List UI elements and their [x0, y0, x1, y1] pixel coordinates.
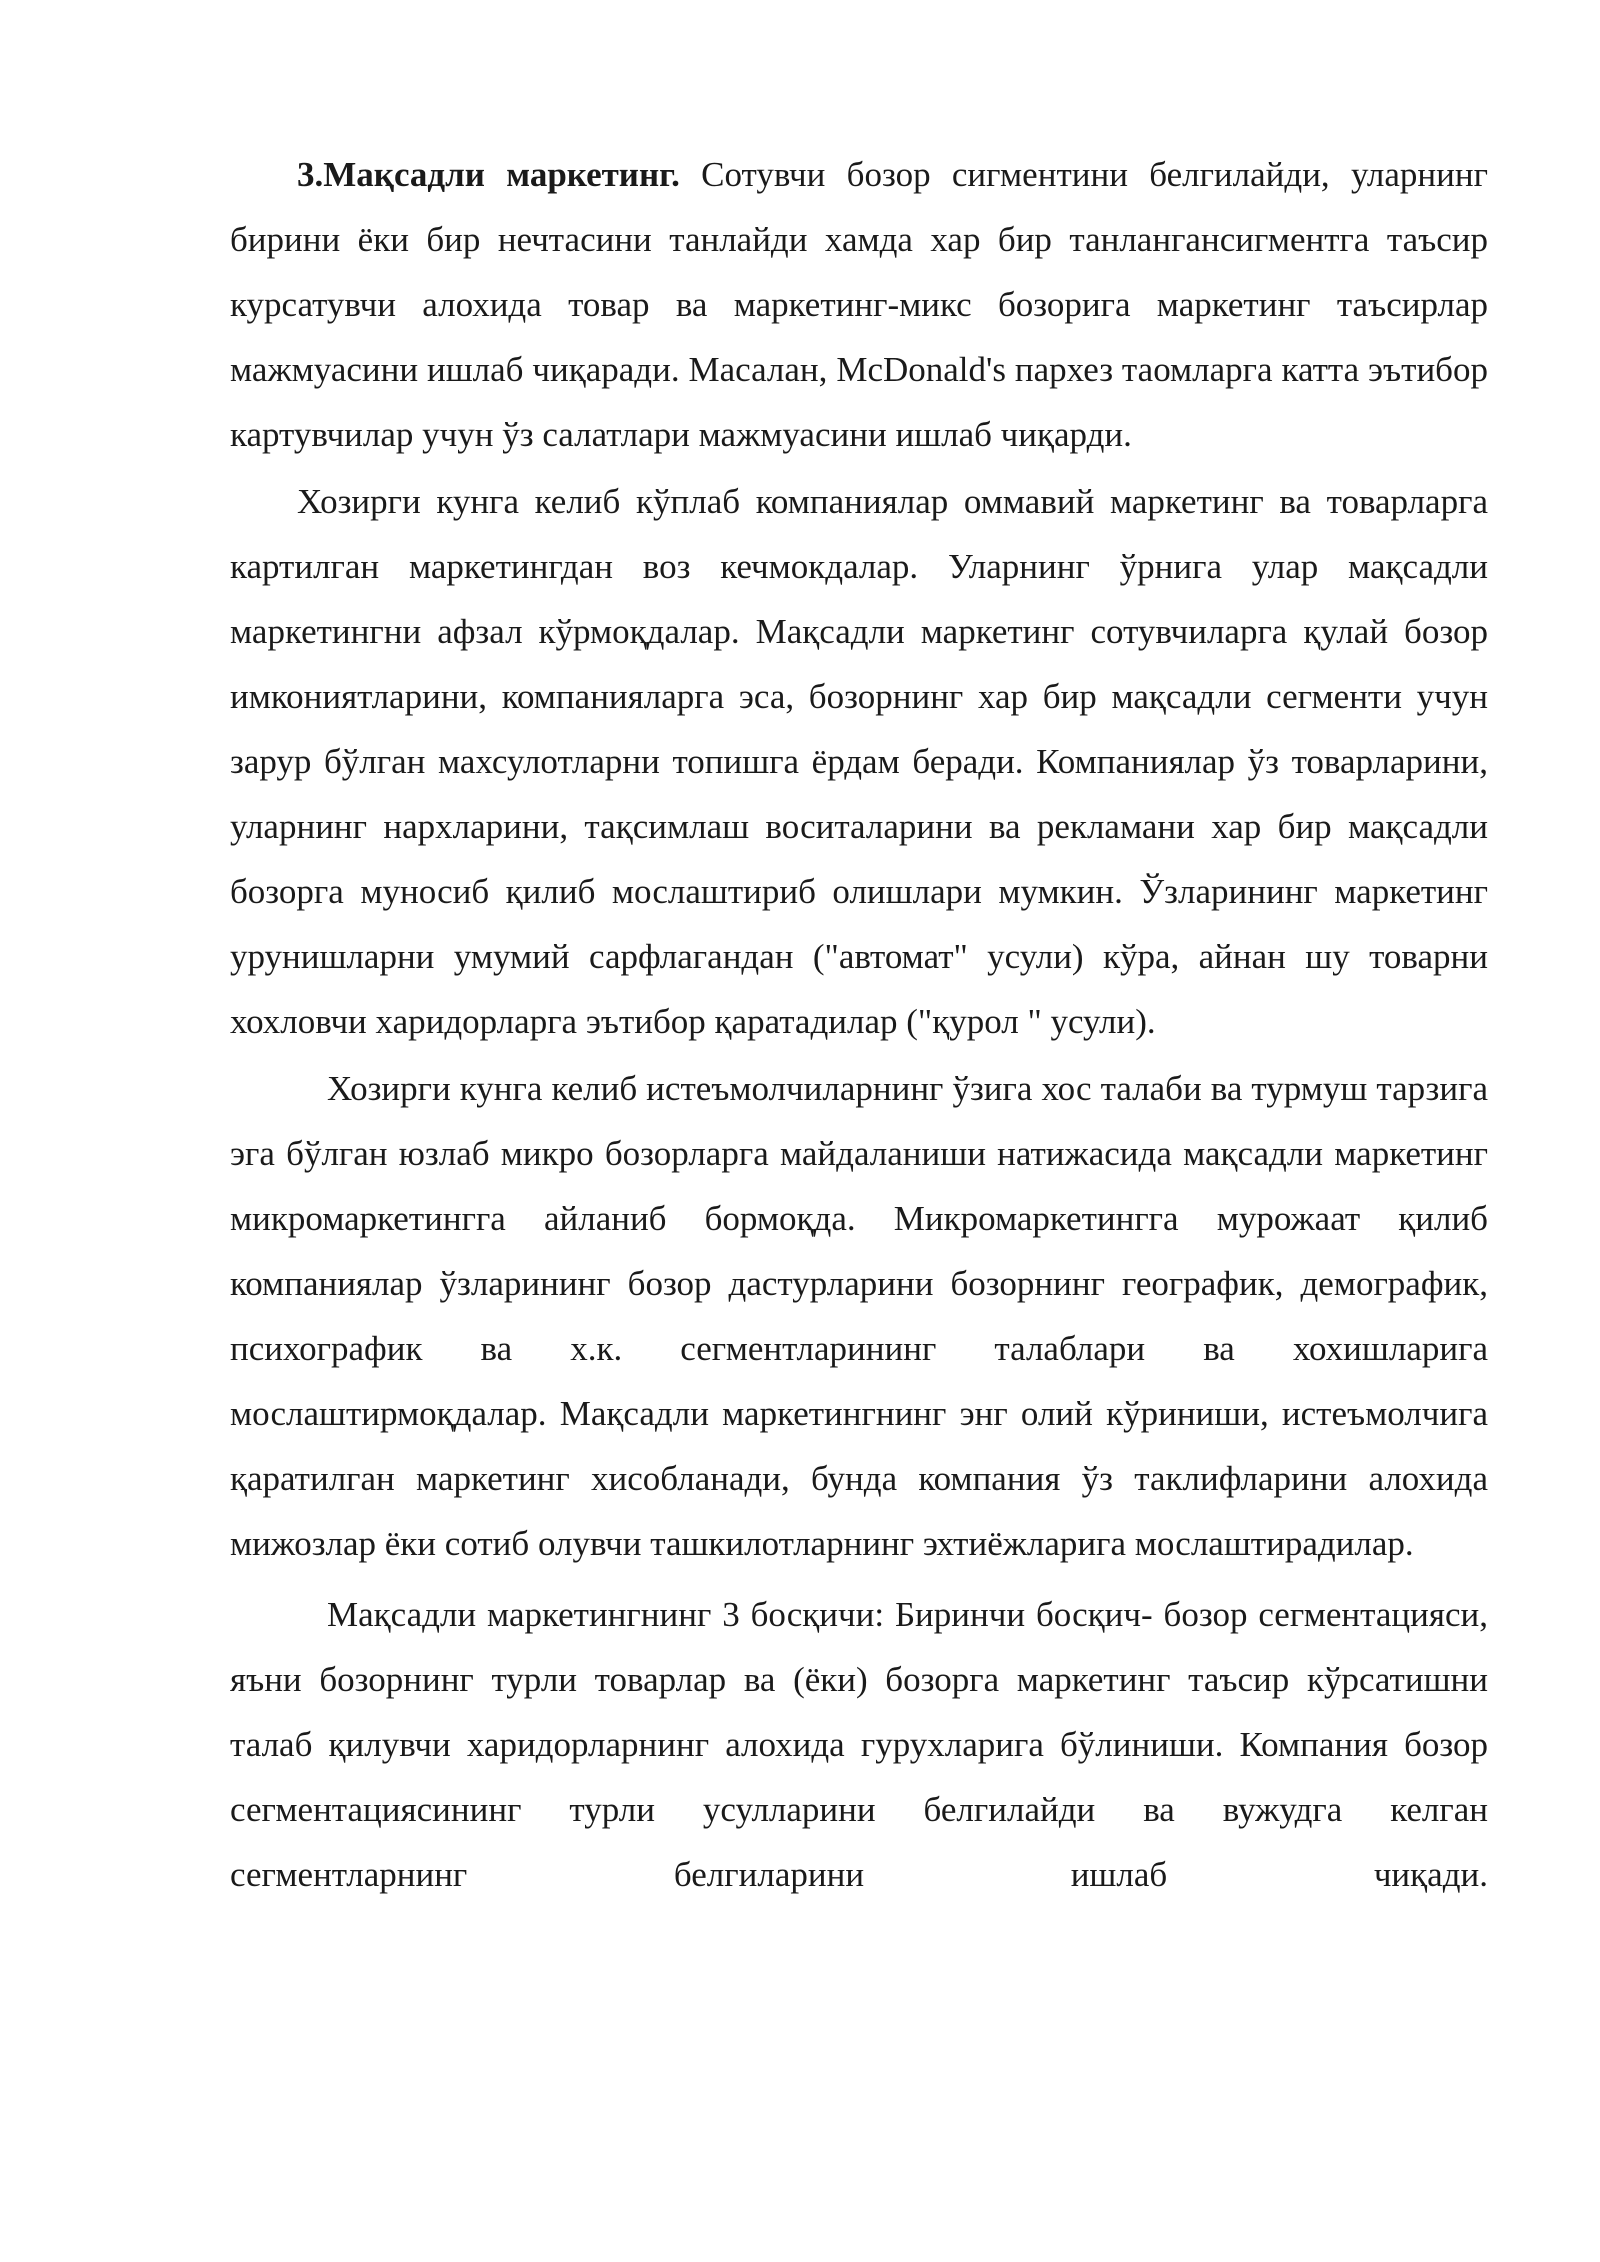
paragraph-text: Сотувчи бозор сигментини белгилайди, уларнинг бирини ёки бир нечтасини танлайди хамда хар бир танлангансигментга таъсир курсатувчи алохида товар ва маркетинг-микс бозорига маркетинг таъсирлар мажмуасини ишлаб чиқаради. Масалан, McDonald's пархез таомларга катта эътибор картувчилар учун ўз салатлари мажмуасини ишлаб чиқарди. — [230, 155, 1488, 454]
paragraph-text: Хозирги кунга келиб кўплаб компаниялар оммавий маркетинг ва товарларга картилган маркетингдан воз кечмокдалар. Уларнинг ўрнига улар мақсадли маркетингни афзал кўрмоқдалар. Мақсадли маркетинг сотувчиларга қулай бозор имкониятларини, компанияларга эса, бозорнинг хар бир мақсадли сегменти учун зарур бўлган махсулотларни топишга ёрдам беради. Компаниялар ўз товарларини, уларнинг нархларини, тақсимлаш воситаларини ва рекламани хар бир мақсадли бозорга муносиб қилиб мослаштириб олишлари мумкин. Ўзларининг маркетинг урунишларни умумий сарфлагандан ("автомат" усули) кўра, айнан шу товарни хохловчи харидорларга эътибор қаратадилар ("қурол " усули). — [230, 482, 1488, 1041]
document-body — [230, 142, 1488, 1907]
paragraph-three-stages — [230, 1582, 1488, 1907]
paragraph-micromarketing — [230, 1056, 1488, 1576]
section-heading: 3.Мақсадли маркетинг. — [297, 155, 680, 194]
paragraph-text: Мақсадли маркетингнинг 3 босқичи: Биринчи босқич- бозор сегментацияси, яъни бозорнинг турли товарлар ва (ёки) бозорга маркетинг таъсир кўрсатишни талаб қилувчи харидорларнинг алохида гурухларига бўлиниши. Компания бозор сегментациясининг турли усулларини белгилайди ва вужудга келган сегментларнинг белгиларини ишлаб чиқади. — [230, 1595, 1488, 1894]
paragraph-mass-marketing — [230, 469, 1488, 1054]
paragraph-targeted-marketing — [230, 142, 1488, 467]
paragraph-text: Хозирги кунга келиб истеъмолчиларнинг ўзига хос талаби ва турмуш тарзига эга бўлган юзлаб микро бозорларга майдаланиши натижасида мақсадли маркетинг микромаркетингга айланиб бормоқда. Микромаркетингга мурожаат қилиб компаниялар ўзларининг бозор дастурларини бозорнинг географик, демографик, психографик ва х.к. сегментларининг талаблари ва хохишларига мослаштирмоқдалар. Мақсадли маркетингнинг энг олий кўриниши, истеъмолчига қаратилган маркетинг хисобланади, бунда компания ўз таклифларини алохида мижозлар ёки сотиб олувчи ташкилотларнинг эхтиёжларига мослаштирадилар. — [230, 1069, 1488, 1563]
